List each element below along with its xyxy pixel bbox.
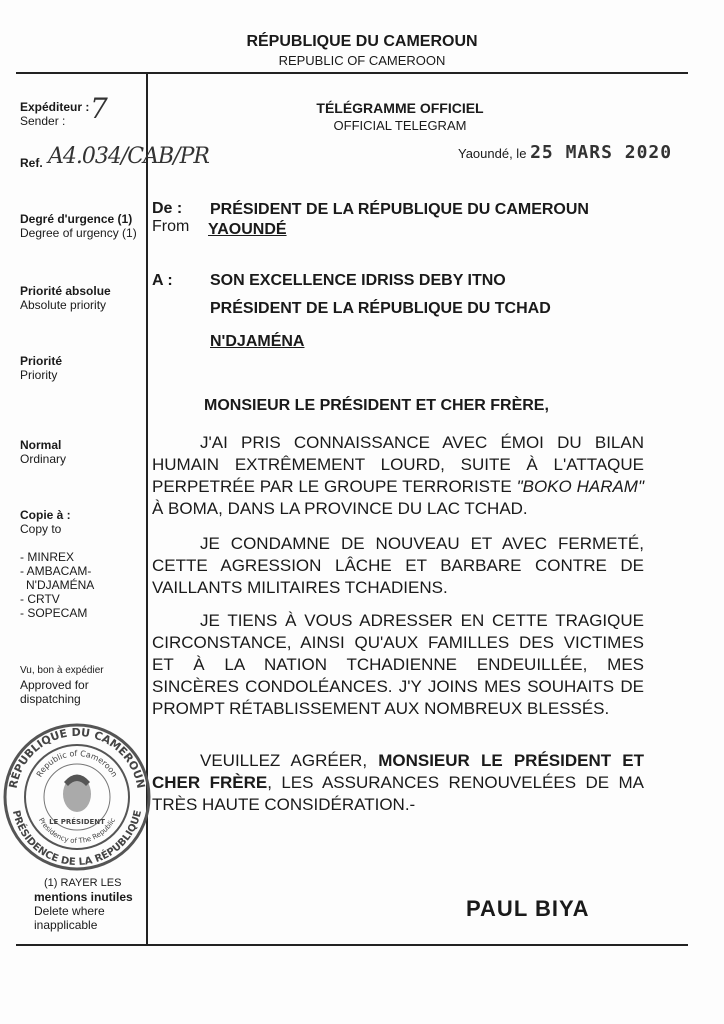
seal-center-text: LE PRÉSIDENT	[49, 818, 105, 826]
copy-item: - MINREX	[20, 550, 74, 564]
republic-title-en: REPUBLIC OF CAMEROON	[278, 53, 446, 68]
republic-title-fr: RÉPUBLIQUE DU CAMEROUN	[246, 33, 478, 50]
signature-name: PAUL BIYA	[466, 896, 590, 921]
seal-text-top: RÉPUBLIQUE DU CAMEROUN	[6, 725, 148, 790]
urgency-label-en: Degree of urgency (1)	[20, 226, 137, 240]
telegram-title-fr: TÉLÉGRAMME OFFICIEL	[316, 100, 484, 116]
date-line	[458, 142, 672, 163]
footnote-en-2: inapplicable	[34, 918, 98, 932]
normal-fr: Normal	[20, 438, 62, 452]
urgency-block	[20, 212, 137, 240]
salutation: MONSIEUR LE PRÉSIDENT ET CHER FRÈRE,	[204, 397, 549, 414]
to-label: A :	[152, 272, 173, 289]
paragraph-4-bold: MONSIEUR LE PRÉSIDENT ET CHER FRÈRE	[152, 751, 644, 792]
priority-fr: Priorité	[20, 354, 63, 368]
normal-en: Ordinary	[20, 452, 67, 466]
telegram-title-en: OFFICIAL TELEGRAM	[333, 118, 467, 133]
copy-list	[20, 550, 94, 620]
approved-fr: Vu, bon à expédier	[20, 665, 104, 676]
paragraph-4-text-a: VEUILLEZ AGRÉER,	[200, 751, 379, 770]
footnote-fr-2: mentions inutiles	[34, 890, 133, 904]
paragraph-1-emphasis: "BOKO HARAM"	[516, 477, 644, 496]
priority-en: Priority	[20, 368, 58, 382]
paragraph-3: JE TIENS À VOUS ADRESSER EN CETTE TRAGIQUE CIRCONSTANCE, AINSI QU'AUX FAMILLES DES VICTIMES ET À LA NATION TCHADIENNE ENDEUILLÉE, MES SINCÈRES CONDOLÉANCES. J'Y JOINS MES SOUHAITS DE PROMPT RÉTABLISSEMENT AUX NOMBREUX BLESSÉS.	[152, 611, 644, 718]
from-block	[152, 200, 189, 236]
seal-icon	[2, 712, 152, 882]
from-line-2: YAOUNDÉ	[208, 221, 287, 238]
paragraph-4	[152, 750, 644, 816]
bottom-rule	[16, 944, 688, 946]
copy-item: - CRTV	[20, 592, 60, 606]
absolute-priority-block	[20, 284, 111, 312]
ref-handwritten: A4.034/CAB/PR	[48, 144, 209, 169]
urgency-label-fr: Degré d'urgence (1)	[20, 212, 133, 226]
ref-label: Ref.	[20, 156, 43, 170]
normal-block	[20, 438, 66, 466]
sender-label-fr: Expéditeur :	[20, 100, 90, 114]
footnote-fr-1: (1) RAYER LES	[44, 877, 122, 889]
paragraph-1-text-b: À BOMA, DANS LA PROVINCE DU LAC TCHAD.	[152, 499, 528, 518]
paragraph-2: JE CONDAMNE DE NOUVEAU ET AVEC FERMETÉ, CETTE AGRESSION LÂCHE ET BARBARE CONTRE DE VAILLANTS MILITAIRES TCHADIENS.	[152, 534, 644, 597]
footnote-en-1: Delete where	[34, 904, 105, 918]
to-line-3: N'DJAMÉNA	[210, 333, 305, 350]
paragraph-1	[152, 432, 644, 520]
copy-en: Copy to	[20, 522, 62, 536]
seal-text-bottom: PRÉSIDENCE DE LA RÉPUBLIQUE	[9, 809, 145, 869]
paragraph-4-text-b: , LES ASSURANCES RENOUVELÉES DE MA TRÈS HAUTE CONSIDÉRATION.-	[152, 773, 644, 814]
footnote-block	[34, 876, 133, 932]
ref-block	[20, 156, 43, 170]
from-label-fr: De :	[152, 200, 183, 217]
absolute-priority-fr: Priorité absolue	[20, 284, 111, 298]
top-rule	[16, 72, 688, 74]
sender-handwritten: 7	[90, 92, 108, 125]
copy-item: - SOPECAM	[20, 606, 88, 620]
to-line-1: SON EXCELLENCE IDRISS DEBY ITNO	[210, 272, 506, 289]
place-prefix: Yaoundé, le	[458, 146, 527, 161]
from-line-1: PRÉSIDENT DE LA RÉPUBLIQUE DU CAMEROUN	[210, 201, 589, 218]
approved-block	[20, 664, 104, 706]
approved-en-2: dispatching	[20, 692, 81, 706]
date-stamp: 25 MARS 2020	[530, 142, 673, 163]
approved-en-1: Approved for	[20, 678, 89, 692]
to-line-2: PRÉSIDENT DE LA RÉPUBLIQUE DU TCHAD	[210, 300, 551, 317]
absolute-priority-en: Absolute priority	[20, 298, 107, 312]
sender-label-en: Sender :	[20, 114, 66, 128]
priority-block	[20, 354, 62, 382]
from-label-en: From	[152, 218, 190, 235]
copy-item: - AMBACAM-	[20, 564, 92, 578]
seal-inner-bottom: Presidency of The Republic	[36, 816, 118, 846]
copy-item: N'DJAMÉNA	[26, 578, 95, 592]
seal-inner-top: Republic of Cameroon	[34, 748, 120, 779]
copy-block	[20, 508, 71, 536]
copy-fr: Copie à :	[20, 508, 71, 522]
paragraph-1-text-a: J'AI PRIS CONNAISSANCE AVEC ÉMOI DU BILAN HUMAIN EXTRÊMEMENT LOURD, SUITE À L'ATTAQUE PERPETRÉE PAR LE GROUPE TERRORISTE	[152, 433, 644, 496]
sender-block	[20, 100, 89, 128]
presidential-seal	[2, 712, 152, 887]
